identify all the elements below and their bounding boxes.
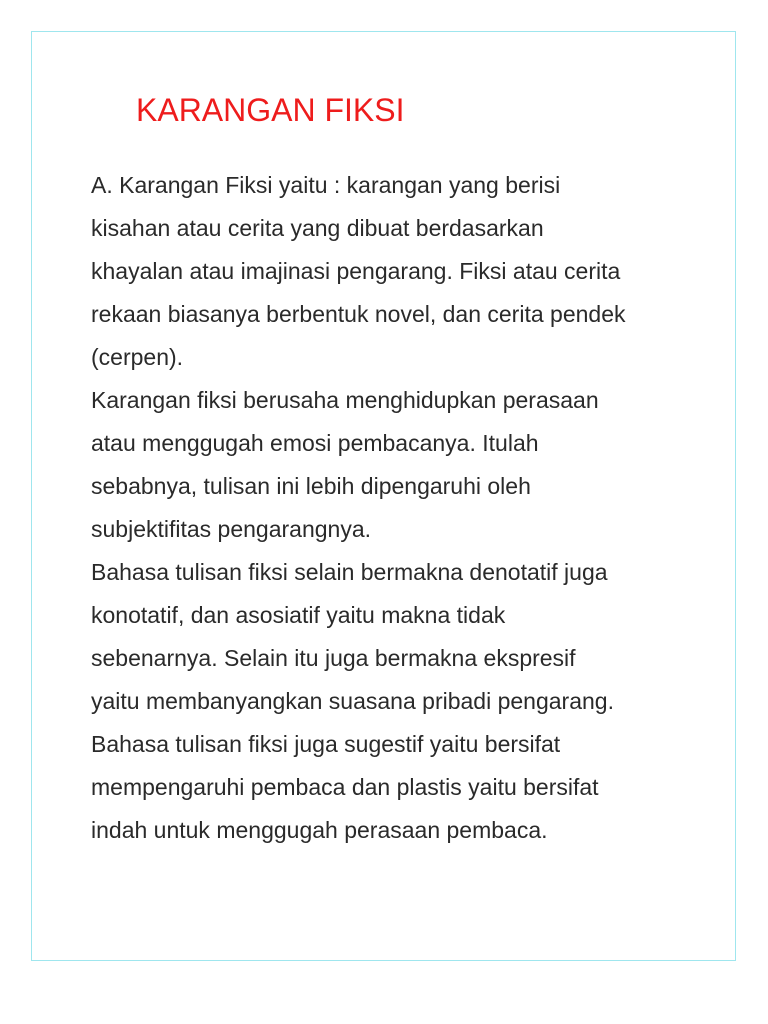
text-line: sebenarnya. Selain itu juga bermakna ekspresif <box>91 645 576 671</box>
text-line: Bahasa tulisan fiksi juga sugestif yaitu bersifat <box>91 731 561 757</box>
text-line: yaitu membanyangkan suasana pribadi pengarang. <box>91 688 614 714</box>
text-line: indah untuk menggugah perasaan pembaca. <box>91 817 548 843</box>
text-line: Bahasa tulisan fiksi selain bermakna denotatif juga <box>91 559 608 585</box>
text-line: A. Karangan Fiksi yaitu : karangan yang berisi <box>91 172 561 198</box>
text-line: sebabnya, tulisan ini lebih dipengaruhi oleh <box>91 473 531 499</box>
body-text <box>91 164 691 852</box>
text-line: (cerpen). <box>91 344 184 370</box>
text-line: Karangan fiksi berusaha menghidupkan perasaan <box>91 387 599 413</box>
text-line: mempengaruhi pembaca dan plastis yaitu bersifat <box>91 774 599 800</box>
document-title: KARANGAN FIKSI <box>136 92 405 128</box>
text-line: konotatif, dan asosiatif yaitu makna tidak <box>91 602 506 628</box>
text-line: kisahan atau cerita yang dibuat berdasarkan <box>91 215 544 241</box>
text-line: rekaan biasanya berbentuk novel, dan cerita pendek <box>91 301 626 327</box>
text-line: khayalan atau imajinasi pengarang. Fiksi atau cerita <box>91 258 621 284</box>
text-line: subjektifitas pengarangnya. <box>91 516 372 542</box>
text-line: atau menggugah emosi pembacanya. Itulah <box>91 430 539 456</box>
